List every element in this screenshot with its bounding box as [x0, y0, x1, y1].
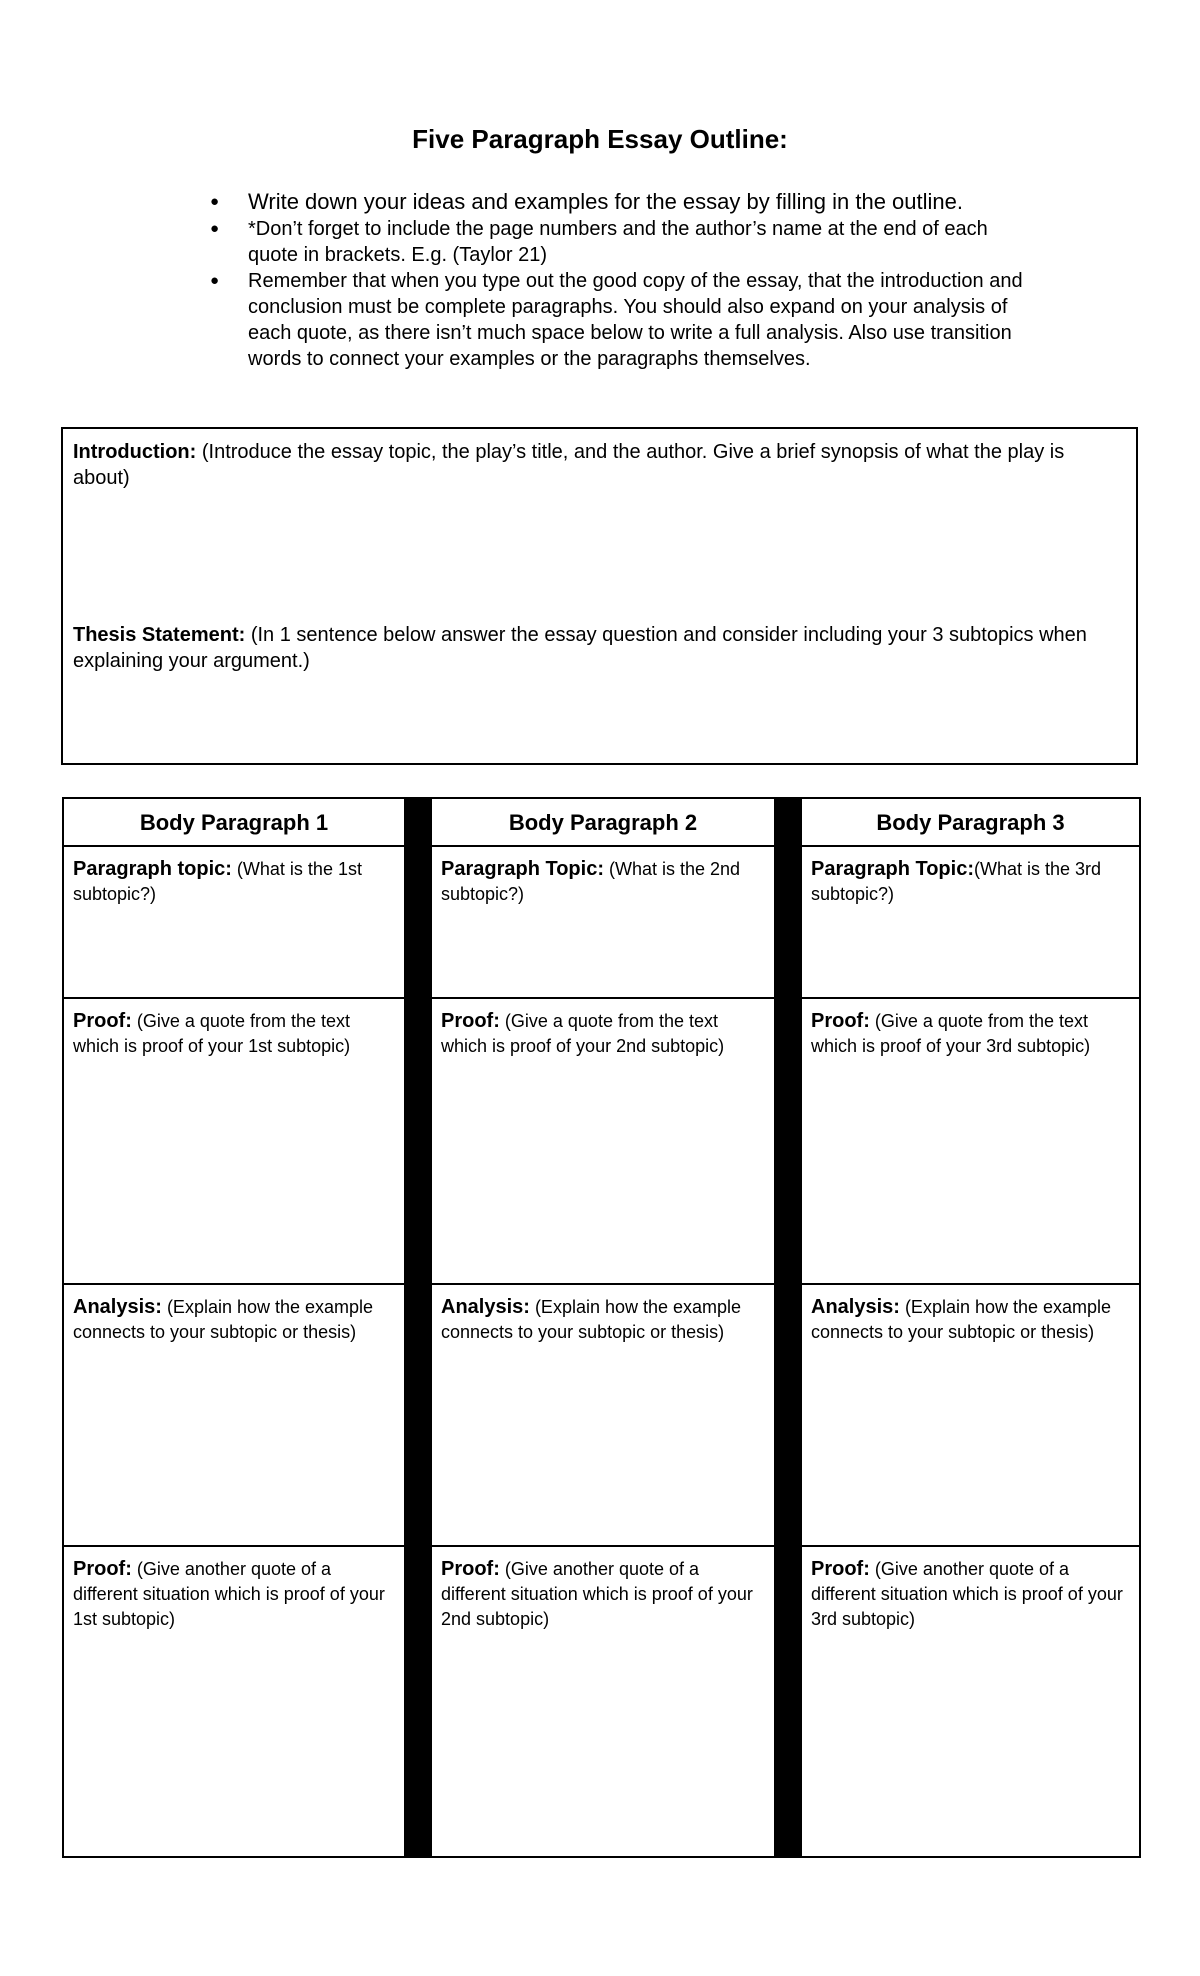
analysis-cell[interactable] — [64, 1285, 404, 1547]
proof-cell[interactable] — [432, 999, 774, 1285]
instructions-list — [206, 188, 1036, 372]
cell-text: (What is the 3rd subtopic?) — [811, 859, 1102, 904]
column-header: Body Paragraph 2 — [432, 799, 774, 847]
cell-label: Paragraph Topic: — [441, 858, 604, 880]
body-paragraphs-table — [62, 797, 1141, 1858]
instruction-item: ● Write down your ideas and examples for the essay by filling in the outline. — [206, 188, 1036, 216]
introduction-text: (Introduce the essay topic, the play’s title, and the author. Give a brief synopsis of what the play is about) — [73, 441, 1065, 489]
cell-label: Proof: — [811, 1010, 870, 1032]
body-paragraph-2-column — [432, 799, 774, 1856]
thesis-label: Thesis Statement: — [73, 624, 246, 646]
cell-text: (What is the 2nd subtopic?) — [441, 859, 741, 904]
cell-label: Analysis: — [441, 1296, 530, 1318]
instruction-item: ● Remember that when you type out the good copy of the essay, that the introduction and conclusion must be complete paragraphs. You should also expand on your analysis of each quote, as there isn’t much space below to write a full analysis. Also use transition words to connect your examples or the paragraphs themselves. — [206, 268, 1036, 372]
page-title: Five Paragraph Essay Outline: — [412, 124, 788, 154]
thesis-text: (In 1 sentence below answer the essay question and consider including your 3 subtopics when explaining your argument.) — [73, 624, 1087, 672]
cell-label: Proof: — [811, 1558, 870, 1580]
second-proof-cell[interactable] — [64, 1547, 404, 1852]
introduction-prompt — [73, 439, 1126, 491]
paragraph-topic-cell[interactable] — [64, 847, 404, 999]
thesis-prompt — [73, 622, 1126, 674]
column-divider — [404, 799, 432, 1856]
cell-label: Proof: — [73, 1558, 132, 1580]
cell-label: Proof: — [441, 1558, 500, 1580]
cell-text: (Explain how the example connects to your subtopic or thesis) — [441, 1297, 742, 1342]
second-proof-cell[interactable] — [432, 1547, 774, 1852]
body-paragraph-3-column — [802, 799, 1139, 1856]
analysis-cell[interactable] — [432, 1285, 774, 1547]
cell-text: (Give another quote of a different situation which is proof of your 3rd subtopic) — [811, 1559, 1123, 1629]
cell-text: (Give another quote of a different situation which is proof of your 1st subtopic) — [73, 1559, 385, 1629]
proof-cell[interactable] — [802, 999, 1139, 1285]
cell-text: (Give another quote of a different situation which is proof of your 2nd subtopic) — [441, 1559, 753, 1629]
cell-text: (What is the 1st subtopic?) — [73, 859, 362, 904]
cell-label: Paragraph Topic: — [811, 858, 974, 880]
cell-text: (Explain how the example connects to your subtopic or thesis) — [73, 1297, 374, 1342]
column-header: Body Paragraph 1 — [64, 799, 404, 847]
paragraph-topic-cell[interactable] — [802, 847, 1139, 999]
cell-label: Analysis: — [811, 1296, 900, 1318]
cell-text: (Give a quote from the text which is proof of your 1st subtopic) — [73, 1011, 351, 1056]
proof-cell[interactable] — [64, 999, 404, 1285]
introduction-box[interactable] — [61, 427, 1138, 765]
introduction-label: Introduction: — [73, 441, 197, 463]
cell-label: Proof: — [73, 1010, 132, 1032]
cell-label: Analysis: — [73, 1296, 162, 1318]
instruction-item: ● *Don’t forget to include the page numbers and the author’s name at the end of each quote in brackets. E.g. (Taylor 21) — [206, 216, 1036, 268]
paragraph-topic-cell[interactable] — [432, 847, 774, 999]
cell-label: Proof: — [441, 1010, 500, 1032]
analysis-cell[interactable] — [802, 1285, 1139, 1547]
second-proof-cell[interactable] — [802, 1547, 1139, 1852]
cell-label: Paragraph topic: — [73, 858, 232, 880]
column-divider — [774, 799, 802, 1856]
cell-text: (Give a quote from the text which is proof of your 2nd subtopic) — [441, 1011, 725, 1056]
body-paragraph-1-column — [64, 799, 404, 1856]
cell-text: (Explain how the example connects to your subtopic or thesis) — [811, 1297, 1112, 1342]
column-header: Body Paragraph 3 — [802, 799, 1139, 847]
cell-text: (Give a quote from the text which is proof of your 3rd subtopic) — [811, 1011, 1091, 1056]
